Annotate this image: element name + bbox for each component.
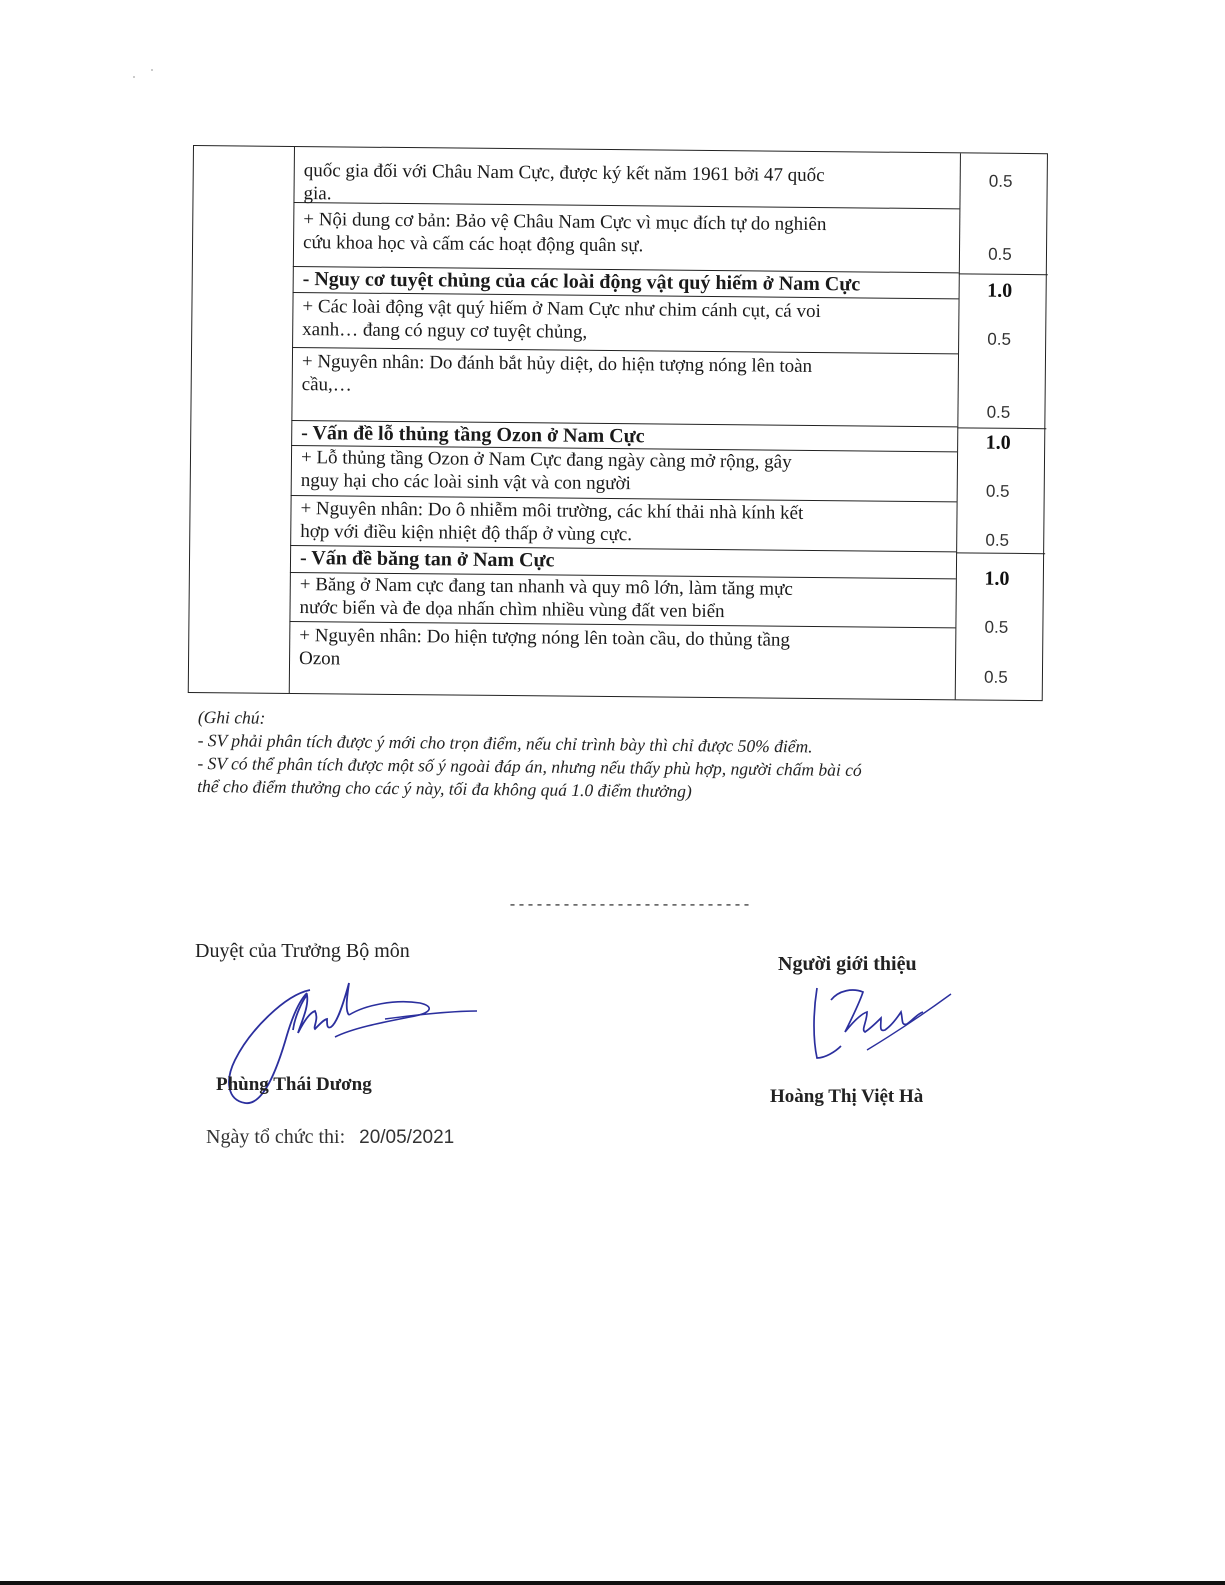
table-row (290, 496, 956, 552)
table-row (293, 203, 960, 273)
score-value: 0.5 (985, 530, 1010, 550)
row-line: cứu khoa học và cấm các hoạt động quân sự. (302, 232, 644, 257)
score-value: 0.5 (988, 171, 1013, 191)
row-line: Ozon (298, 648, 341, 670)
row-line: + Nguyên nhân: Do đánh bắt hủy diệt, do hiện tượng nóng lên toàn (301, 351, 813, 377)
row-line: + Nguyên nhân: Do ô nhiễm môi trường, các khí thải nhà kính kết (300, 498, 804, 524)
row-line: + Băng ở Nam cực đang tan nhanh và quy mô lớn, làm tăng mực (299, 574, 793, 600)
section-divider: --------------------------- (508, 897, 752, 914)
answer-table (188, 145, 1048, 701)
row-line: + Các loài động vật quý hiếm ở Nam Cực như chim cánh cụt, cá voi (302, 296, 821, 323)
table-row (291, 348, 958, 427)
table-row (291, 446, 957, 502)
row-line: - Vấn đề băng tan ở Nam Cực (299, 547, 555, 572)
score-separator (956, 552, 1045, 554)
note-line: - SV phải phân tích được ý mới cho trọn điểm, nếu chỉ trình bày thì chỉ được 50% điểm. (197, 729, 813, 757)
exam-date (206, 1126, 454, 1149)
score-value: 1.0 (985, 431, 1011, 454)
score-value: 0.5 (986, 402, 1011, 422)
note-line: - SV có thể phân tích được một số ý ngoài đáp án, nhưng nếu thấy phù hợp, người chấm bài có (197, 752, 862, 780)
score-value: 0.5 (987, 329, 1012, 349)
score-separator (959, 273, 1048, 275)
row-line: + Nguyên nhân: Do hiện tượng nóng lên toàn cầu, do thủng tầng (299, 625, 791, 651)
scan-speck (133, 76, 135, 78)
exam-date-value: 20/05/2021 (359, 1127, 455, 1148)
scan-edge-line (0, 1581, 1225, 1585)
row-line: + Lỗ thủng tầng Ozon ở Nam Cực đang ngày càng mở rộng, gây (300, 447, 792, 473)
score-value: 1.0 (987, 279, 1013, 302)
row-line: - Vấn đề lỗ thủng tầng Ozon ở Nam Cực (301, 422, 645, 448)
row-line: quốc gia đối với Châu Nam Cực, được ký kết năm 1961 bởi 47 quốc (303, 160, 825, 187)
introducer-name: Hoàng Thị Việt Hà (770, 1086, 924, 1107)
score-value: 0.5 (984, 617, 1009, 637)
table-blank-column (189, 146, 295, 693)
note-line: thể cho điểm thưởng cho các ý này, tối đa không quá 1.0 điểm thưởng) (197, 775, 692, 802)
row-line: + Nội dung cơ bản: Bảo vệ Châu Nam Cực vì mục đích tự do nghiên (303, 209, 827, 236)
table-row (293, 147, 960, 209)
note-label: (Ghi chú: (197, 706, 266, 728)
table-row (289, 573, 955, 628)
exam-date-label: Ngày tổ chức thi: (206, 1126, 346, 1148)
table-row (289, 622, 956, 698)
row-line: gia. (303, 183, 332, 205)
scan-speck (151, 69, 153, 71)
score-separator (957, 427, 1046, 429)
row-line: xanh… đang có nguy cơ tuyệt chủng, (302, 319, 588, 343)
score-value: 1.0 (984, 567, 1010, 590)
table-row (292, 293, 958, 354)
row-line: nước biển và đe dọa nhấn chìm nhiều vùng đất ven biển (299, 597, 725, 623)
introducer-title: Người giới thiệu (778, 953, 917, 975)
score-value: 0.5 (985, 481, 1010, 501)
row-line: cầu,… (301, 374, 352, 396)
row-line: nguy hại cho các loài sinh vật và con người (300, 470, 631, 495)
score-value: 0.5 (984, 667, 1008, 687)
score-value: 0.5 (988, 244, 1012, 264)
row-line: - Nguy cơ tuyệt chủng của các loài động vật quý hiếm ở Nam Cực (302, 268, 861, 296)
approval-title: Duyệt của Trưởng Bộ môn (195, 940, 410, 962)
approver-name: Phùng Thái Dương (216, 1074, 372, 1095)
grading-note (197, 706, 1038, 807)
introducer-signature (805, 978, 955, 1078)
row-line: hợp với điều kiện nhiệt độ thấp ở vùng cực. (300, 521, 633, 546)
table-content-column (289, 147, 961, 699)
